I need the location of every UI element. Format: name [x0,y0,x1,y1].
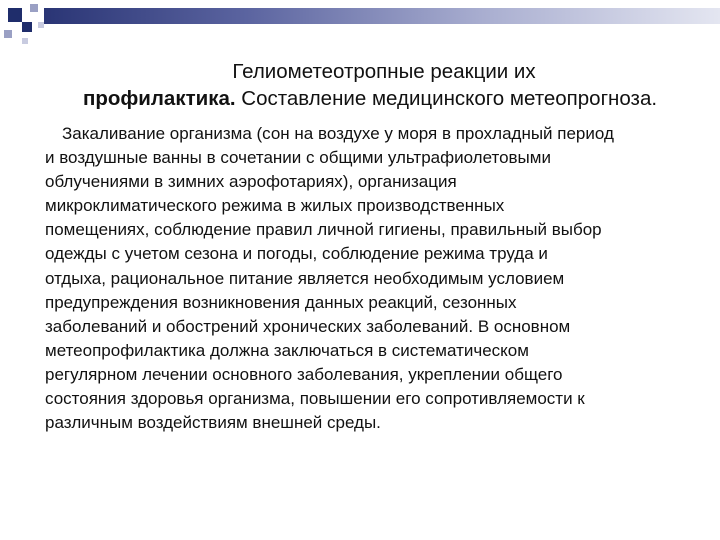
body-line: различным воздействиям внешней среды. [45,413,381,433]
corner-square-decoration [8,8,22,22]
corner-square-decoration [30,4,38,12]
body-line: помещениях, соблюдение правил личной гигиены, правильный выбор [45,220,602,240]
body-line: заболеваний и обострений хронических заболеваний. В основном [45,316,571,336]
body-line: метеопрофилактика должна заключаться в систематическом [45,340,529,360]
body-line: микроклиматического режима в жилых производственных [45,196,505,216]
title-line-2-rest: Составление медицинского метеопрогноза. [235,87,658,110]
corner-square-decoration [22,38,28,44]
body-line: Закаливание организма (сон на воздухе у моря в прохладный период [62,124,614,143]
body-line: регулярном лечении основного заболевания, укреплении общего [45,364,563,384]
body-line: облучениями в зимних аэрофотариях), организация [45,172,457,192]
title-line-2 [30,85,710,112]
slide-title [30,58,710,112]
body-line: отдыха, рациональное питание является необходимым условием [45,268,565,288]
header-gradient-bar [44,8,720,24]
body-line: состояния здоровья организма, повышении его сопротивляемости к [45,389,585,409]
title-bold-word: профилактика. [82,87,236,110]
body-line: одежды с учетом сезона и погоды, соблюдение режима труда и [45,244,548,264]
body-line: предупреждения возникновения данных реакций, сезонных [45,292,517,312]
body-line: и воздушные ванны в сочетании с общими ультрафиолетовыми [45,148,551,168]
corner-square-decoration [22,22,32,32]
corner-square-decoration [4,30,12,38]
body-paragraph [45,122,715,435]
title-line-1: Гелиометеотропные реакции их [232,60,536,83]
